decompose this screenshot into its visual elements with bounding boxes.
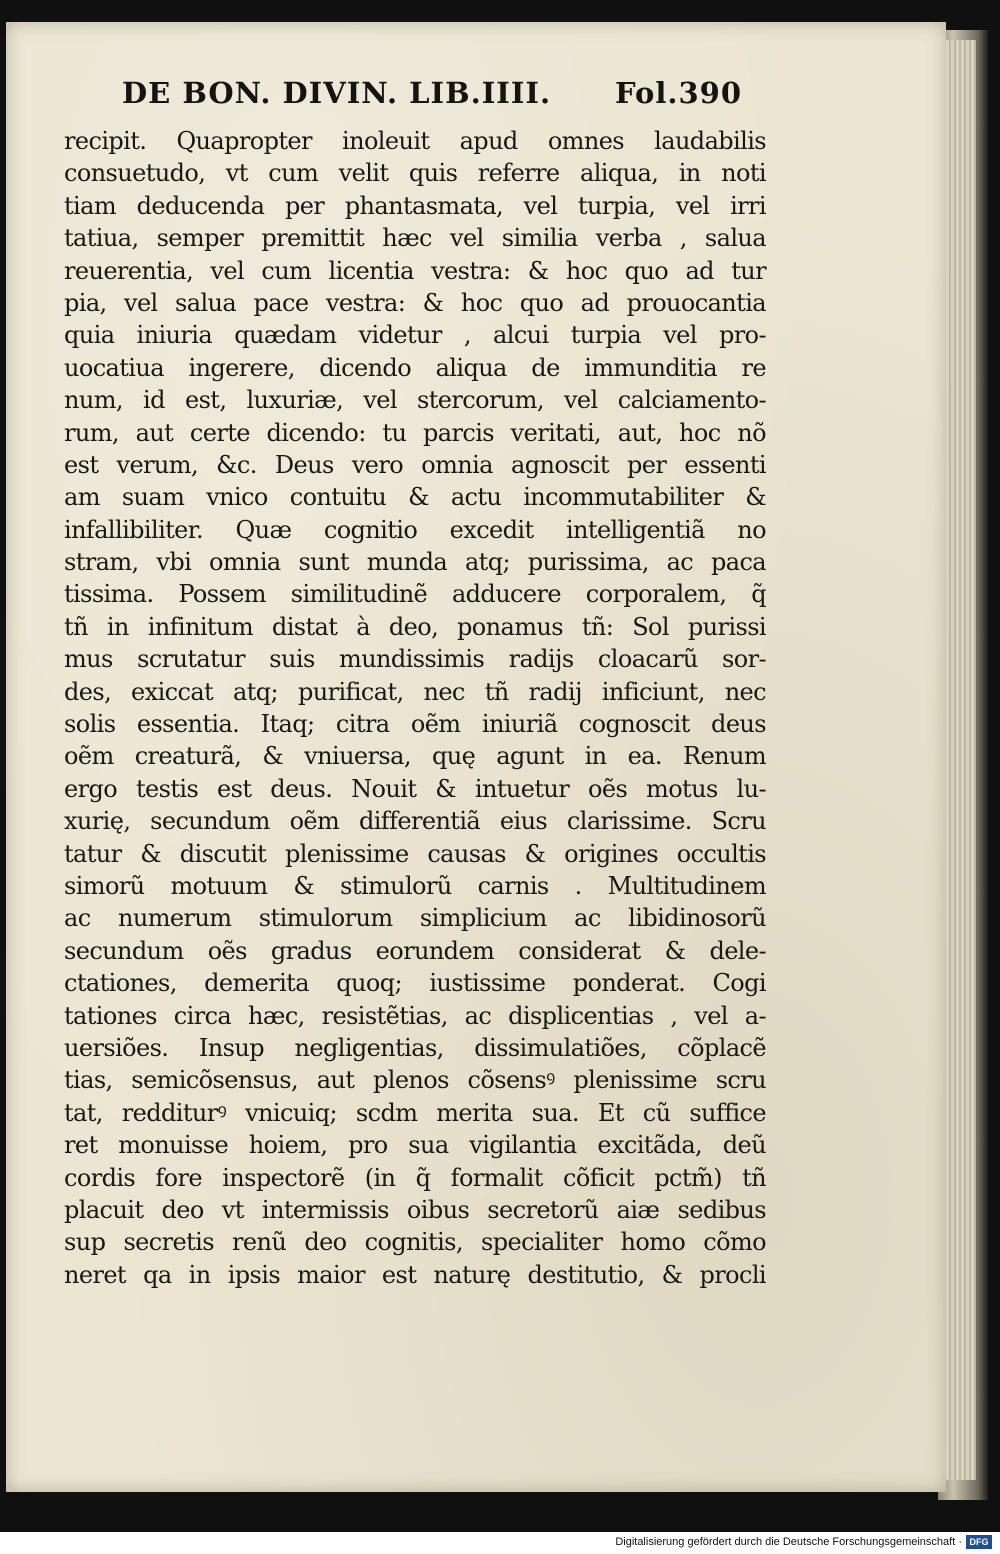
text-line: pia, vel salua pace vestra: & hoc quo ad prouocantia [64, 288, 766, 317]
text-line: tissima. Possem similitudinẽ adducere corporalem, q̃ [64, 580, 766, 609]
text-line: tiam deducenda per phantasmata, vel turpia, vel irri [64, 191, 766, 220]
text-line: reuerentia, vel cum licentia vestra: & hoc quo ad tur [64, 256, 766, 285]
folio-number: Fol.390 [615, 76, 742, 110]
running-head [122, 76, 742, 110]
text-line: solis essentia. Itaq; citra oẽm iniuriã cognoscit deus [64, 710, 766, 739]
text-line: tatur & discutit plenissime causas & origines occultis [64, 839, 766, 868]
text-line: oẽm creaturã, & vniuersa, quę agunt in ea. Renum [64, 742, 766, 771]
text-line: neret qa in ipsis maior est naturę destitutio, & procli [64, 1260, 766, 1289]
text-line: rum, aut certe dicendo: tu parcis veritati, aut, hoc nõ [64, 418, 766, 447]
text-line: uocatiua ingerere, dicendo aliqua de immunditia re [64, 353, 766, 382]
text-line: num, id est, luxuriæ, vel stercorum, vel calciamento- [64, 386, 766, 415]
text-line: consuetudo, vt cum velit quis referre aliqua, in noti [64, 159, 766, 188]
text-line: mus scrutatur suis mundissimis radijs cloacarũ sor- [64, 645, 766, 674]
text-line: secundum oẽs gradus eorundem considerat & dele- [64, 936, 766, 965]
text-line: ergo testis est deus. Nouit & intuetur oẽs motus lu- [64, 774, 766, 803]
funding-credit: Digitalisierung gefördert durch die Deutsche Forschungsgemeinschaft · [615, 1536, 962, 1548]
page-edge [946, 40, 976, 1480]
text-line: recipit. Quapropter inoleuit apud omnes laudabilis [64, 127, 766, 155]
dfg-logo: DFG [966, 1535, 992, 1549]
text-line: tat, redditurꝰ vnicuiq; scdm merita sua. Et cũ suffice [64, 1098, 766, 1127]
text-line: quia iniuria quædam videtur , alcui turpia vel pro- [64, 321, 766, 350]
body-text [64, 125, 766, 1291]
text-line: xurię, secundum oẽm differentiã eius clarissime. Scru [64, 807, 766, 836]
text-line: ctationes, demerita quoq; iustissime ponderat. Cogi [64, 969, 766, 998]
text-line: tias, semicõsensus, aut plenos cõsensꝰ plenissime scru [64, 1066, 766, 1095]
text-line: stram, vbi omnia sunt munda atq; purissima, ac paca [64, 548, 766, 577]
text-line: ret monuisse hoiem, pro sua vigilantia excitãda, deũ [64, 1131, 766, 1160]
footer-bar [0, 1532, 1000, 1554]
text-line: cordis fore inspectorẽ (in q̃ formalit cõficit pctm̃) tñ [64, 1163, 766, 1192]
text-line: tatiua, semper premittit hæc vel similia verba , salua [64, 224, 766, 253]
text-line: simorũ motuum & stimulorũ carnis . Multitudinem [64, 871, 766, 900]
text-line: ac numerum stimulorum simplicium ac libidinosorũ [64, 904, 766, 933]
text-line: uersiões. Insup negligentias, dissimulatiões, cõplacẽ [64, 1033, 766, 1062]
text-line: tñ in infinitum distat à deo, ponamus tñ: Sol purissi [64, 612, 766, 641]
text-line: infallibiliter. Quæ cognitio excedit intelligentiã no [64, 515, 766, 544]
text-line: sup secretis renũ deo cognitis, specialiter homo cõmo [64, 1228, 766, 1257]
text-line: est verum, &c. Deus vero omnia agnoscit per essenti [64, 450, 766, 479]
text-line: placuit deo vt intermissis oibus secretorũ aiæ sedibus [64, 1195, 766, 1224]
running-head-title: DE BON. DIVIN. LIB.IIII. [122, 76, 552, 110]
text-line: des, exiccat atq; purificat, nec tñ radij inficiunt, nec [64, 677, 766, 706]
text-line: am suam vnico contuitu & actu incommutabiliter & [64, 483, 766, 512]
text-line: tationes circa hæc, resistẽtias, ac displicentias , vel a- [64, 1001, 766, 1030]
